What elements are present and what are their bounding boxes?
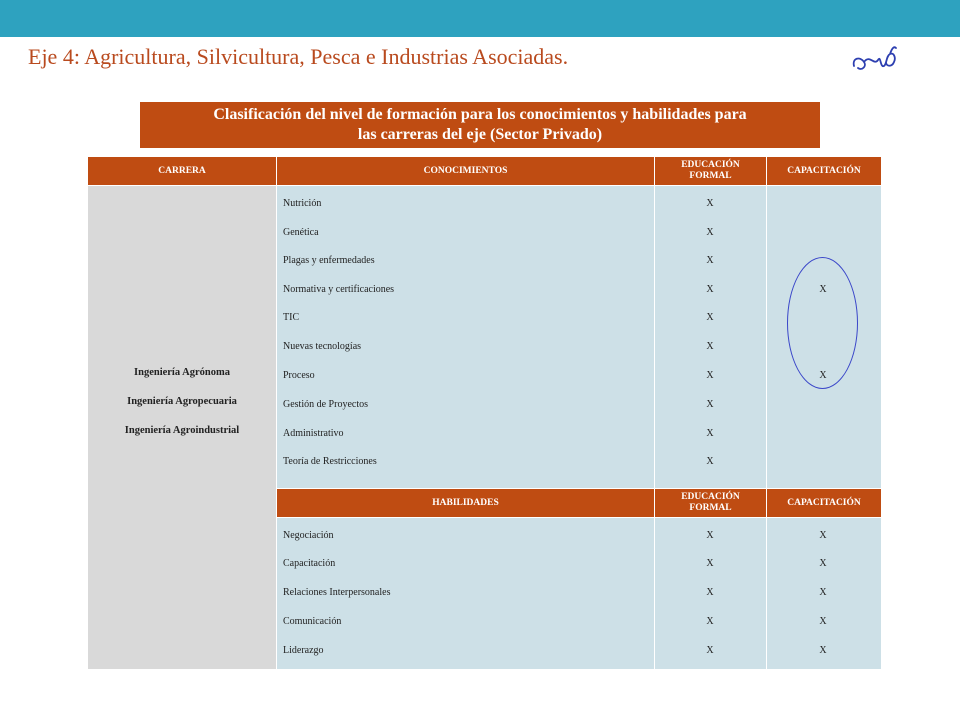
formal-mark: X — [706, 587, 714, 598]
capacitacion-mark: X — [819, 558, 827, 569]
capacitacion-mark: X — [819, 370, 827, 381]
formal-mark: X — [706, 456, 714, 467]
capacitacion-mark: X — [819, 284, 827, 295]
logo-icon — [850, 44, 902, 74]
formal-mark: X — [706, 227, 714, 238]
formal-mark: X — [706, 198, 714, 209]
carrera-item: Ingeniería Agrónoma — [134, 367, 230, 378]
highlight-circle — [787, 257, 858, 389]
header-capacitacion: CAPACITACIÓN — [767, 157, 881, 185]
formal-mark: X — [706, 530, 714, 541]
capacitacion-mark: X — [819, 587, 827, 598]
formal-mark: X — [706, 284, 714, 295]
formal-mark: X — [706, 255, 714, 266]
carrera-item: Ingeniería Agropecuaria — [127, 396, 237, 407]
header-habilidades: HABILIDADES — [277, 489, 654, 517]
habilidad-item: Capacitación — [283, 558, 336, 569]
conocimiento-item: Gestión de Proyectos — [283, 399, 368, 410]
conocimientos-cell — [277, 186, 654, 488]
header-educacion-formal-2: EDUCACIÓN FORMAL — [655, 489, 766, 517]
formal-mark: X — [706, 428, 714, 439]
conocimiento-item: Nuevas tecnologías — [283, 341, 362, 352]
header-conocimientos: CONOCIMIENTOS — [277, 157, 654, 185]
conocimiento-item: Teoría de Restricciones — [283, 456, 377, 467]
conocimiento-item: Administrativo — [283, 428, 344, 439]
formal-mark: X — [706, 558, 714, 569]
header-educacion-formal: EDUCACIÓN FORMAL — [655, 157, 766, 185]
conocimiento-item: TIC — [283, 312, 300, 323]
carrera-list — [88, 364, 276, 451]
top-banner — [0, 0, 960, 37]
page-title: Eje 4: Agricultura, Silvicultura, Pesca e Industrias Asociadas. — [28, 44, 569, 69]
conocimiento-item: Plagas y enfermedades — [283, 255, 375, 266]
habilidad-item: Negociación — [283, 530, 334, 541]
formal-mark: X — [706, 370, 714, 381]
capacitacion-mark: X — [819, 645, 827, 656]
habilidad-item: Comunicación — [283, 616, 342, 627]
formal-mark: X — [706, 399, 714, 410]
header-carrera: CARRERA — [88, 157, 276, 185]
conocimiento-item: Nutrición — [283, 198, 322, 209]
conocimiento-item: Proceso — [283, 370, 315, 381]
formal-mark: X — [706, 616, 714, 627]
header-capacitacion-2: CAPACITACIÓN — [767, 489, 881, 517]
capacitacion-mark: X — [819, 530, 827, 541]
capacitacion-mark: X — [819, 616, 827, 627]
formal-mark: X — [706, 341, 714, 352]
formal-mark: X — [706, 312, 714, 323]
conocimiento-item: Normativa y certificaciones — [283, 284, 395, 295]
carrera-item: Ingeniería Agroindustrial — [124, 425, 240, 436]
formal-mark: X — [706, 645, 714, 656]
habilidad-item: Relaciones Interpersonales — [283, 587, 391, 598]
conocimiento-item: Genética — [283, 227, 319, 238]
habilidad-item: Liderazgo — [283, 645, 324, 656]
table-caption: Clasificación del nivel de formación para los conocimientos y habilidades para las carreras del eje (Sector Privado) — [140, 102, 820, 148]
